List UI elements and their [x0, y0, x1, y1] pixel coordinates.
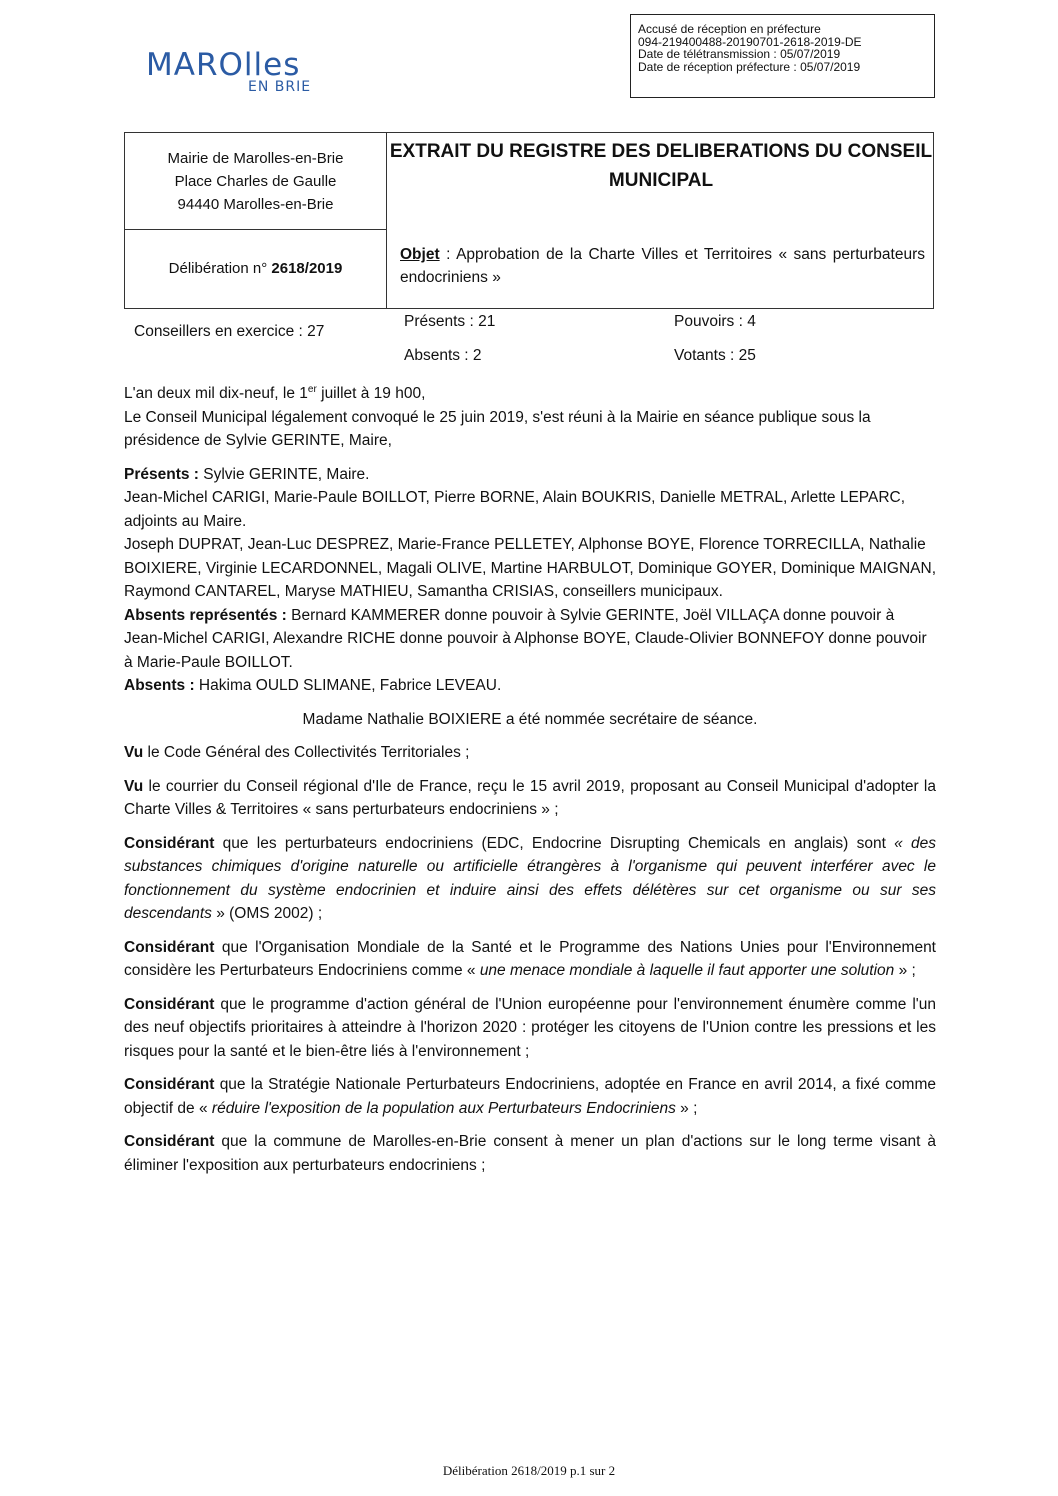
count-exercice: Conseillers en exercice : 27	[134, 323, 325, 340]
vu-paragraph	[124, 775, 936, 822]
intro-text: juillet à 19 h00,	[316, 385, 426, 402]
considerant-label: Considérant	[124, 938, 215, 956]
absents-text: Hakima OULD SLIMANE, Fabrice LEVEAU.	[194, 677, 502, 694]
considerant-text: que l'Organisation Mondiale de la Santé et le Programme des Nations Unies pour l'Environnement considère les Perturbateurs Endocriniens comme «	[124, 938, 936, 979]
address-line: Place Charles de Gaulle	[174, 173, 337, 190]
stamp-line: Date de réception préfecture : 05/07/2019	[638, 59, 861, 74]
header-table	[124, 132, 934, 309]
objet-label: Objet	[400, 246, 440, 263]
representes-paragraph	[124, 604, 936, 675]
adjoints-paragraph: Jean-Michel CARIGI, Marie-Paule BOILLOT, Pierre BORNE, Alain BOUKRIS, Danielle METRAL, Arlette LEPARC, adjoints au Maire.	[124, 489, 906, 530]
count-presents: Présents : 21	[404, 313, 496, 330]
vu-label: Vu	[124, 777, 144, 795]
considerant-text: » (OMS 2002) ;	[211, 905, 323, 922]
deliberation-number	[125, 260, 386, 277]
logo-sub-text: EN BRIE	[248, 79, 312, 95]
representes-text: Bernard KAMMERER donne pouvoir à Sylvie GERINTE, Joël VILLAÇA donne pouvoir à Jean-Michel CARIGI, Alexandre RICHE donne pouvoir à Alphonse BOYE, Claude-Olivier BONNEFOY donne pouvoir à Marie-Paule BOILLOT.	[124, 606, 927, 671]
considerant-paragraph	[124, 936, 936, 983]
vu-text: le Code Général des Collectivités Territoriales ;	[143, 744, 470, 761]
absents-label: Absents :	[124, 677, 195, 694]
logo-main-text: MAROlles	[146, 47, 301, 83]
address-line: Mairie de Marolles-en-Brie	[167, 150, 344, 167]
presents-paragraph	[124, 463, 936, 487]
considerant-paragraph	[124, 1073, 936, 1120]
stamp-line: Accusé de réception en préfecture	[638, 22, 821, 36]
considerant-paragraph	[124, 832, 936, 926]
vu-text: le courrier du Conseil régional d'Ile de France, reçu le 15 avril 2019, proposant au Conseil Municipal d'adopter la Charte Villes & Territoires « sans perturbateurs endocriniens » ;	[124, 777, 936, 818]
considerant-text: » ;	[675, 1099, 698, 1117]
prefecture-receipt-stamp	[630, 14, 935, 98]
table-divider	[125, 229, 387, 230]
considerant-quote: une menace mondiale à laquelle il faut apporter une solution	[479, 962, 895, 979]
intro-superscript: er	[307, 383, 317, 395]
intro-convocation: Le Conseil Municipal légalement convoqué le 25 juin 2019, s'est réuni à la Mairie en séance publique sous la présidence de Sylvie GERINTE, Maire,	[124, 408, 871, 449]
considerant-paragraph	[124, 1130, 936, 1177]
considerant-text: que la Stratégie Nationale Perturbateurs Endocriniens, adoptée en France en avril 2014, a fixé comme objectif de «	[124, 1076, 936, 1117]
considerant-label: Considérant	[124, 995, 215, 1013]
considerant-label: Considérant	[124, 1076, 215, 1093]
objet-text: : Approbation de la Charte Villes et Territoires « sans perturbateurs endocriniens »	[400, 246, 925, 286]
document-body	[124, 382, 936, 1177]
address-line: 94440 Marolles-en-Brie	[177, 196, 334, 213]
deliberation-subject	[400, 243, 925, 289]
secretaire-paragraph: Madame Nathalie BOIXIERE a été nommée secrétaire de séance.	[302, 710, 758, 728]
considerant-text: que les perturbateurs endocriniens (EDC, Endocrine Disrupting Chemicals en anglais) sont	[214, 834, 895, 852]
vu-label: Vu	[124, 744, 144, 761]
considerant-quote: réduire l'exposition de la population aux Perturbateurs Endocriniens	[211, 1099, 676, 1117]
considerant-paragraph	[124, 993, 936, 1064]
count-absents: Absents : 2	[404, 347, 482, 364]
page-footer: Délibération 2618/2019 p.1 sur 2	[442, 1463, 616, 1478]
count-pouvoirs: Pouvoirs : 4	[674, 313, 756, 330]
considerant-quote: « des substances chimiques d'origine naturelle ou artificielle étrangères à l'organisme qui peuvent interférer avec le fonctionnement du système endocrinien et induire ainsi des effets délétères sur cet organisme ou sur ses descendants	[124, 834, 937, 922]
considerant-text: » ;	[894, 962, 916, 979]
absents-paragraph	[124, 674, 936, 698]
representes-label: Absents représentés :	[124, 606, 287, 624]
considerant-label: Considérant	[124, 834, 215, 852]
intro-date	[124, 382, 936, 406]
vu-paragraph	[124, 741, 936, 765]
presents-label: Présents :	[124, 465, 199, 483]
stamp-line: Date de télétransmission : 05/07/2019	[638, 47, 841, 61]
considerant-label: Considérant	[124, 1133, 215, 1150]
deliberation-label: Délibération n°	[168, 260, 272, 277]
considerant-text: que la commune de Marolles-en-Brie consent à mener un plan d'actions sur le long terme visant à éliminer l'exposition aux perturbateurs endocriniens ;	[124, 1133, 936, 1174]
conseillers-paragraph: Joseph DUPRAT, Jean-Luc DESPREZ, Marie-France PELLETEY, Alphonse BOYE, Florence TORRECILLA, Nathalie BOIXIERE, Virginie LECARDONNEL, Magali OLIVE, Martine HARBULOT, Dominique GOYER, Dominique MAIGNAN, Raymond CANTAREL, Maryse MATHIEU, Samantha CRISIAS, conseillers municipaux.	[124, 536, 937, 600]
marolles-logo	[146, 48, 316, 100]
stamp-line: 094-219400488-20190701-2618-2019-DE	[638, 34, 862, 49]
considerant-text: que le programme d'action général de l'Union européenne pour l'environnement énumère comme l'un des neuf objectifs prioritaires à atteindre à l'horizon 2020 : protéger les citoyens de l'Union contre les pressions et les risques pour la santé et le bien-être liés à l'environnement ;	[124, 995, 936, 1060]
mairie-address	[125, 147, 386, 216]
presents-text: Sylvie GERINTE, Maire.	[198, 465, 370, 483]
document-title: EXTRAIT DU REGISTRE DES DELIBERATIONS DU CONSEIL MUNICIPAL	[389, 141, 933, 191]
count-votants: Votants : 25	[674, 347, 756, 364]
intro-text: L'an deux mil dix-neuf, le 1	[124, 385, 308, 402]
deliberation-value: 2618/2019	[271, 260, 343, 277]
